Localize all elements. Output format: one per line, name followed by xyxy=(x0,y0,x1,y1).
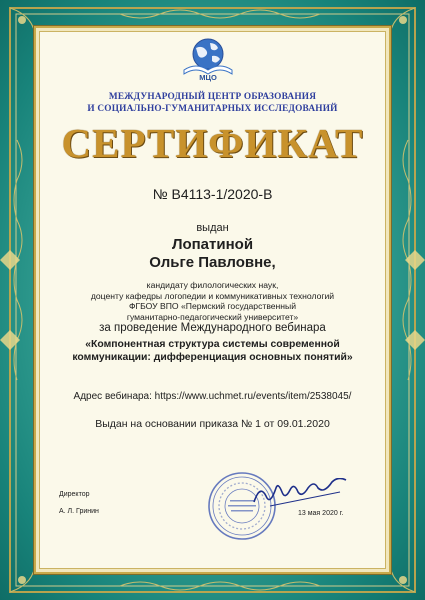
globe-book-logo-icon xyxy=(178,34,238,82)
logo-abbr: МЦО xyxy=(199,73,217,82)
organization-line-2: И СОЦИАЛЬНО-ГУМАНИТАРНЫХ ИССЛЕДОВАНИЙ xyxy=(87,104,338,114)
position-line-2: доценту кафедры логопедии и коммуникативных технологий xyxy=(90,290,335,301)
issued-label: выдан xyxy=(196,222,229,234)
recipient-surname: Лопатиной xyxy=(171,236,254,253)
position-line-4: гуманитарно-педагогический университет» xyxy=(126,311,299,322)
position-line-3: ФГБОУ ВПО «Пермский государственный xyxy=(128,301,297,312)
purpose-text: за проведение Международного вебинара xyxy=(99,322,326,334)
position-line-1: кандидату филологических наук, xyxy=(146,280,279,290)
order-basis: Выдан на основании приказа № 1 от 09.01.2020 xyxy=(95,418,330,430)
certificate-number: № В4113-1/2020-В xyxy=(152,186,273,202)
recipient-position xyxy=(45,280,380,322)
signatory-role: Директор xyxy=(59,491,90,498)
signatory-name: А. Л. Гринин xyxy=(59,508,99,515)
topic-line-1: «Компонентная структура системы современной xyxy=(85,339,340,350)
webinar-topic xyxy=(45,339,380,364)
organization-line-1: МЕЖДУНАРОДНЫЙ ЦЕНТР ОБРАЗОВАНИЯ xyxy=(108,92,317,102)
recipient-name: Ольге Павловне, xyxy=(149,254,276,271)
webinar-address: Адрес вебинара: https://www.uchmet.ru/events/item/2538045/ xyxy=(73,391,352,402)
issue-date: 13 мая 2020 г. xyxy=(298,510,344,517)
topic-line-2: коммуникации: дифференциация основных понятий» xyxy=(72,351,353,363)
director-signature-icon xyxy=(250,478,350,510)
certificate-title: СЕРТИФИКАТ xyxy=(61,120,364,166)
